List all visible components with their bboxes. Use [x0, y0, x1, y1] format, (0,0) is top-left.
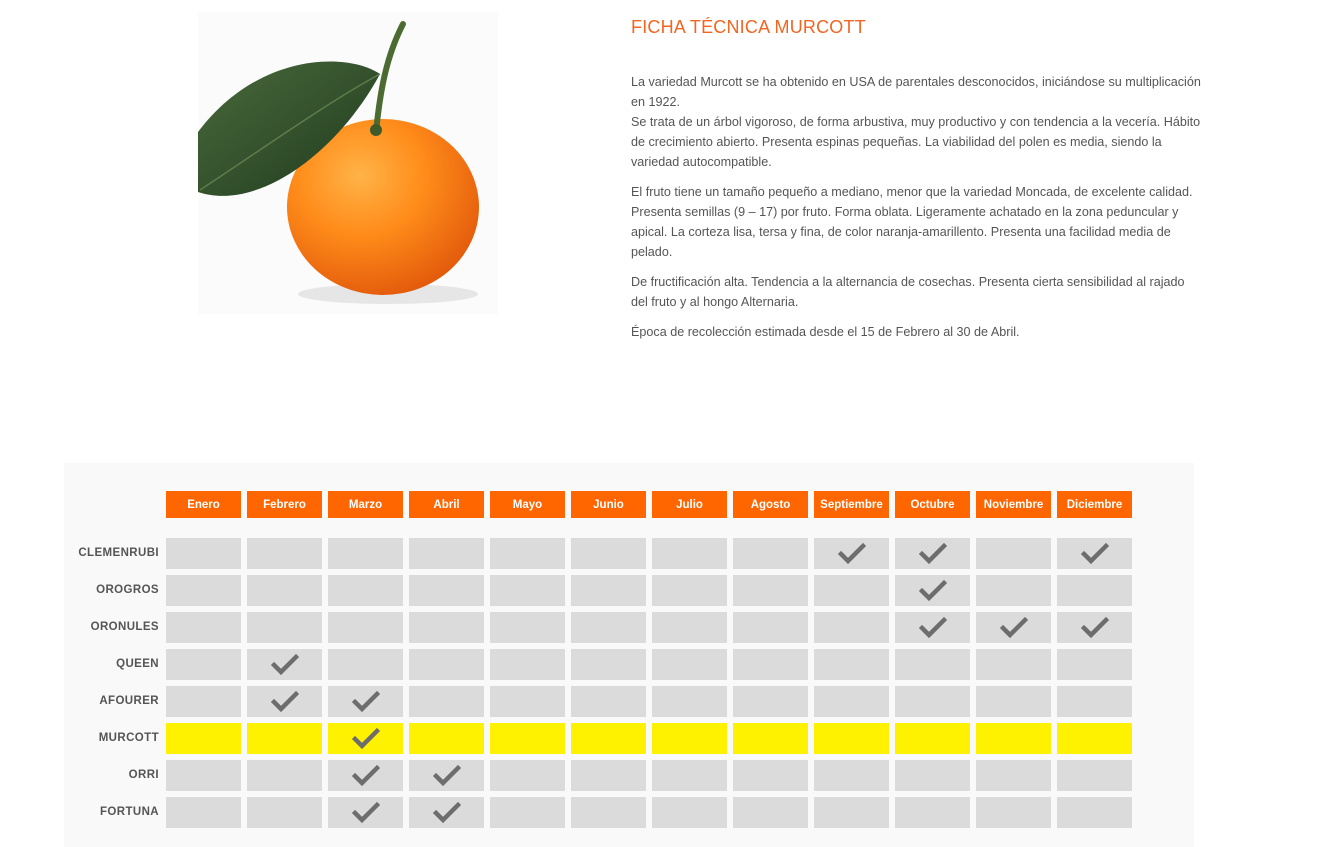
calendar-cell [166, 575, 241, 606]
calendar-cell [652, 797, 727, 828]
variety-row-afourer [166, 686, 1132, 717]
calendar-cell [409, 612, 484, 643]
calendar-cell [733, 612, 808, 643]
variety-label-fortuna: FORTUNA [99, 806, 159, 818]
variety-label-murcott: MURCOTT [98, 732, 159, 744]
calendar-cell [490, 649, 565, 680]
calendar-cell [490, 612, 565, 643]
page-title: FICHA TÉCNICA MURCOTT [631, 17, 866, 37]
calendar-cell [895, 575, 970, 606]
variety-row-murcott [166, 723, 1132, 754]
variety-row-queen [166, 649, 1132, 680]
calendar-cell [814, 575, 889, 606]
calendar-cell [409, 575, 484, 606]
calendar-cell [1057, 760, 1132, 791]
variety-label-clemenrubi: CLEMENRUBI [78, 547, 159, 559]
variety-row-fortuna [166, 797, 1132, 828]
checkmark-icon [838, 542, 866, 566]
calendar-cell [733, 649, 808, 680]
calendar-cell [1057, 649, 1132, 680]
calendar-cell [652, 649, 727, 680]
calendar-cell [328, 612, 403, 643]
calendar-cell [409, 538, 484, 569]
calendar-cell [1057, 538, 1132, 569]
mandarin-illustration [198, 12, 498, 314]
calendar-cell [1057, 612, 1132, 643]
calendar-cell [895, 686, 970, 717]
calendar-cell [1057, 797, 1132, 828]
description-intro [631, 72, 1201, 172]
calendar-cell [490, 723, 565, 754]
variety-row-orogros [166, 575, 1132, 606]
calendar-cell [328, 575, 403, 606]
calendar-cell [490, 538, 565, 569]
calendar-cell [571, 760, 646, 791]
variety-row-clemenrubi [166, 538, 1132, 569]
calendar-cell [409, 649, 484, 680]
month-header-marzo: Marzo [328, 491, 403, 518]
calendar-cell [895, 797, 970, 828]
calendar-cell [976, 723, 1051, 754]
checkmark-icon [1081, 616, 1109, 640]
checkmark-icon [919, 579, 947, 603]
calendar-cell [247, 612, 322, 643]
calendar-cell [814, 760, 889, 791]
calendar-cell [814, 538, 889, 569]
calendar-cell [814, 723, 889, 754]
calendar-cell [328, 797, 403, 828]
calendar-cell [571, 649, 646, 680]
month-header-julio: Julio [652, 491, 727, 518]
month-header-agosto: Agosto [733, 491, 808, 518]
calendar-cell [1057, 723, 1132, 754]
calendar-cell [571, 575, 646, 606]
calendar-cell [328, 723, 403, 754]
checkmark-icon [919, 542, 947, 566]
calendar-cell [814, 649, 889, 680]
calendar-cell [895, 723, 970, 754]
calendar-cell [652, 575, 727, 606]
calendar-cell [814, 612, 889, 643]
description-fruit: El fruto tiene un tamaño pequeño a mediano, menor que la variedad Moncada, de excelente calidad. Presenta semillas (9 – 17) por fruto. Forma oblata. Ligeramente achatado en la zona peduncular y apical. La corteza lisa, tersa y fina, de color naranja-amarillento. Presenta una facilidad media de pelado. [631, 185, 1193, 259]
calendar-cell [328, 649, 403, 680]
month-header-mayo: Mayo [490, 491, 565, 518]
variety-row-oronules [166, 612, 1132, 643]
description-tree: Se trata de un árbol vigoroso, de forma arbustiva, muy productivo y con tendencia a la vecería. Hábito de crecimiento abierto. Presenta espinas pequeñas. La viabilidad del polen es media, siendo la variedad autocompatible. [631, 115, 1201, 169]
calendar-cell [976, 760, 1051, 791]
info-panel [631, 17, 1201, 352]
month-header-septiembre: Septiembre [814, 491, 889, 518]
calendar-cell [733, 760, 808, 791]
calendar-cell [895, 612, 970, 643]
calendar-cell [247, 538, 322, 569]
calendar-cell [409, 723, 484, 754]
variety-label-orri: ORRI [128, 769, 159, 781]
calendar-cell [976, 538, 1051, 569]
calendar-cell [571, 538, 646, 569]
checkmark-icon [1081, 542, 1109, 566]
checkmark-icon [271, 690, 299, 714]
calendar-cell [247, 686, 322, 717]
calendar-cell [166, 760, 241, 791]
calendar-cell [571, 797, 646, 828]
month-header-row [166, 491, 1132, 518]
description-fructification: De fructificación alta. Tendencia a la alternancia de cosechas. Presenta cierta sensibilidad al rajado del fruto y al hongo Alternaria. [631, 275, 1185, 309]
calendar-cell [328, 760, 403, 791]
calendar-cell [733, 723, 808, 754]
checkmark-icon [352, 690, 380, 714]
checkmark-icon [352, 764, 380, 788]
calendar-cell [733, 686, 808, 717]
month-header-noviembre: Noviembre [976, 491, 1051, 518]
calendar-cell [409, 686, 484, 717]
calendar-cell [976, 612, 1051, 643]
variety-label-queen: QUEEN [116, 658, 159, 670]
calendar-cell [652, 723, 727, 754]
calendar-cell [895, 538, 970, 569]
calendar-cell [895, 760, 970, 791]
calendar-cell [733, 797, 808, 828]
month-header-diciembre: Diciembre [1057, 491, 1132, 518]
calendar-cell [733, 538, 808, 569]
calendar-cell [976, 686, 1051, 717]
variety-label-oronules: ORONULES [90, 621, 159, 633]
month-header-enero: Enero [166, 491, 241, 518]
variety-label-orogros: OROGROS [96, 584, 159, 596]
calendar-cell [247, 797, 322, 828]
calendar-cell [571, 723, 646, 754]
calendar-cell [490, 575, 565, 606]
checkmark-icon [433, 801, 461, 825]
calendar-cell [166, 538, 241, 569]
mandarin-photo [198, 12, 498, 314]
calendar-cell [976, 797, 1051, 828]
checkmark-icon [352, 727, 380, 751]
calendar-cell [1057, 575, 1132, 606]
month-header-junio: Junio [571, 491, 646, 518]
calendar-cell [814, 797, 889, 828]
calendar-cell [247, 760, 322, 791]
calendar-cell [409, 797, 484, 828]
checkmark-icon [271, 653, 299, 677]
month-header-octubre: Octubre [895, 491, 970, 518]
calendar-cell [895, 649, 970, 680]
calendar-cell [652, 612, 727, 643]
calendar-cell [733, 575, 808, 606]
calendar-cell [976, 575, 1051, 606]
month-header-febrero: Febrero [247, 491, 322, 518]
checkmark-icon [352, 801, 380, 825]
calendar-cell [490, 797, 565, 828]
calendar-cell [571, 686, 646, 717]
checkmark-icon [1000, 616, 1028, 640]
calendar-cell [814, 686, 889, 717]
calendar-cell [166, 797, 241, 828]
harvest-calendar-grid [166, 538, 1132, 834]
calendar-cell [247, 649, 322, 680]
calendar-cell [652, 760, 727, 791]
checkmark-icon [919, 616, 947, 640]
calendar-cell [490, 686, 565, 717]
calendar-cell [166, 649, 241, 680]
calendar-cell [571, 612, 646, 643]
calendar-cell [328, 538, 403, 569]
calendar-cell [409, 760, 484, 791]
calendar-cell [976, 649, 1051, 680]
calendar-cell [328, 686, 403, 717]
calendar-cell [247, 575, 322, 606]
calendar-cell [166, 686, 241, 717]
calendar-cell [1057, 686, 1132, 717]
variety-row-orri [166, 760, 1132, 791]
calendar-cell [652, 538, 727, 569]
calendar-cell [247, 723, 322, 754]
calendar-cell [166, 612, 241, 643]
month-header-abril: Abril [409, 491, 484, 518]
variety-label-afourer: AFOURER [99, 695, 159, 707]
description-origin: La variedad Murcott se ha obtenido en USA de parentales desconocidos, iniciándose su multiplicación en 1922. [631, 75, 1201, 109]
calendar-cell [652, 686, 727, 717]
description-harvest: Época de recolección estimada desde el 15 de Febrero al 30 de Abril. [631, 325, 1020, 339]
calendar-cell [166, 723, 241, 754]
checkmark-icon [433, 764, 461, 788]
calendar-cell [490, 760, 565, 791]
